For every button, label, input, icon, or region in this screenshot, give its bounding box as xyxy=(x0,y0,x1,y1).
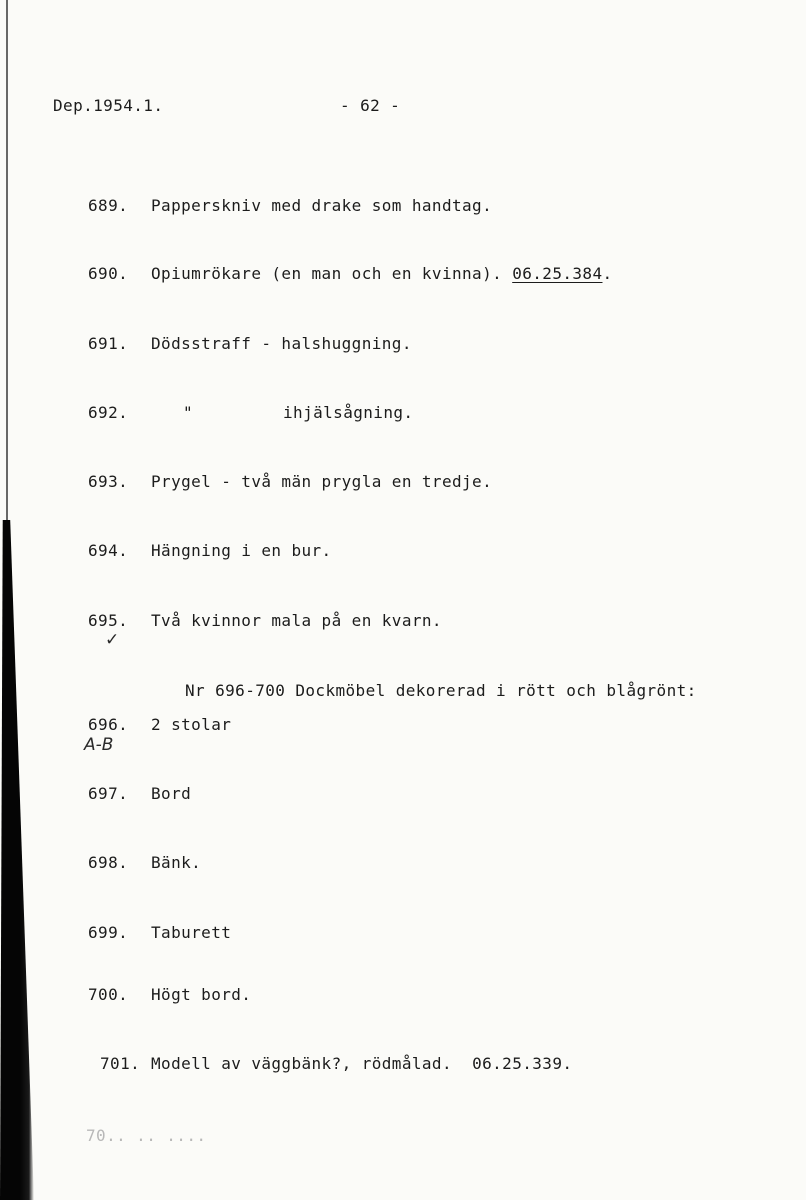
entry-text: Bord xyxy=(151,784,192,803)
entry-number: 689. xyxy=(88,196,129,215)
entry-text: Högt bord. xyxy=(151,985,252,1004)
entry-number: 701. xyxy=(100,1054,141,1073)
entry-number: 699. xyxy=(88,923,129,942)
binding-shadow xyxy=(0,520,34,1200)
faint-bleed-through-text: 70.. .. .... xyxy=(86,1126,207,1145)
entry-description: Modell av väggbänk?, rödmålad. xyxy=(151,1054,452,1073)
entry-text: Två kvinnor mala på en kvarn. xyxy=(151,611,442,630)
entry-number: 692. xyxy=(88,403,129,422)
entry-text: Bänk. xyxy=(151,853,202,872)
entry-text: 2 stolar xyxy=(151,715,232,734)
entry-text: Dödsstraff - halshuggning. xyxy=(151,334,412,353)
check-mark: ✓ xyxy=(105,630,120,650)
catalog-reference: 06.25.384 xyxy=(512,264,603,283)
catalog-reference: 06.25.339. xyxy=(472,1054,573,1073)
entry-number: 693. xyxy=(88,472,129,491)
entry-number: 690. xyxy=(88,264,129,283)
entry-number: 696. xyxy=(88,715,129,734)
ditto-mark: " xyxy=(183,403,194,422)
entry-text: Hängning i en bur. xyxy=(151,541,332,560)
entry-number: 695. xyxy=(88,611,129,630)
entry-description: Opiumrökare (en man och en kvinna). xyxy=(151,264,503,283)
entry-text xyxy=(151,264,613,284)
department-reference: Dep.1954.1. xyxy=(53,96,164,115)
entry-text: Taburett xyxy=(151,923,232,942)
entry-text xyxy=(151,1054,572,1074)
page-number: - 62 - xyxy=(340,96,401,115)
entry-number: 691. xyxy=(88,334,129,353)
scan-edge-line xyxy=(6,0,8,520)
group-heading: Nr 696-700 Dockmöbel dekorerad i rött och blågrönt: xyxy=(185,681,697,700)
entry-text: Papperskniv med drake som handtag. xyxy=(151,196,493,215)
handwritten-range: A-B xyxy=(84,735,114,755)
catalog-reference-suffix: . xyxy=(602,264,613,283)
entry-text: ihjälsågning. xyxy=(283,403,414,422)
entry-number: 700. xyxy=(88,985,129,1004)
entry-text: Prygel - två män prygla en tredje. xyxy=(151,472,493,491)
entry-number: 698. xyxy=(88,853,129,872)
entry-number: 694. xyxy=(88,541,129,560)
entry-number: 697. xyxy=(88,784,129,803)
